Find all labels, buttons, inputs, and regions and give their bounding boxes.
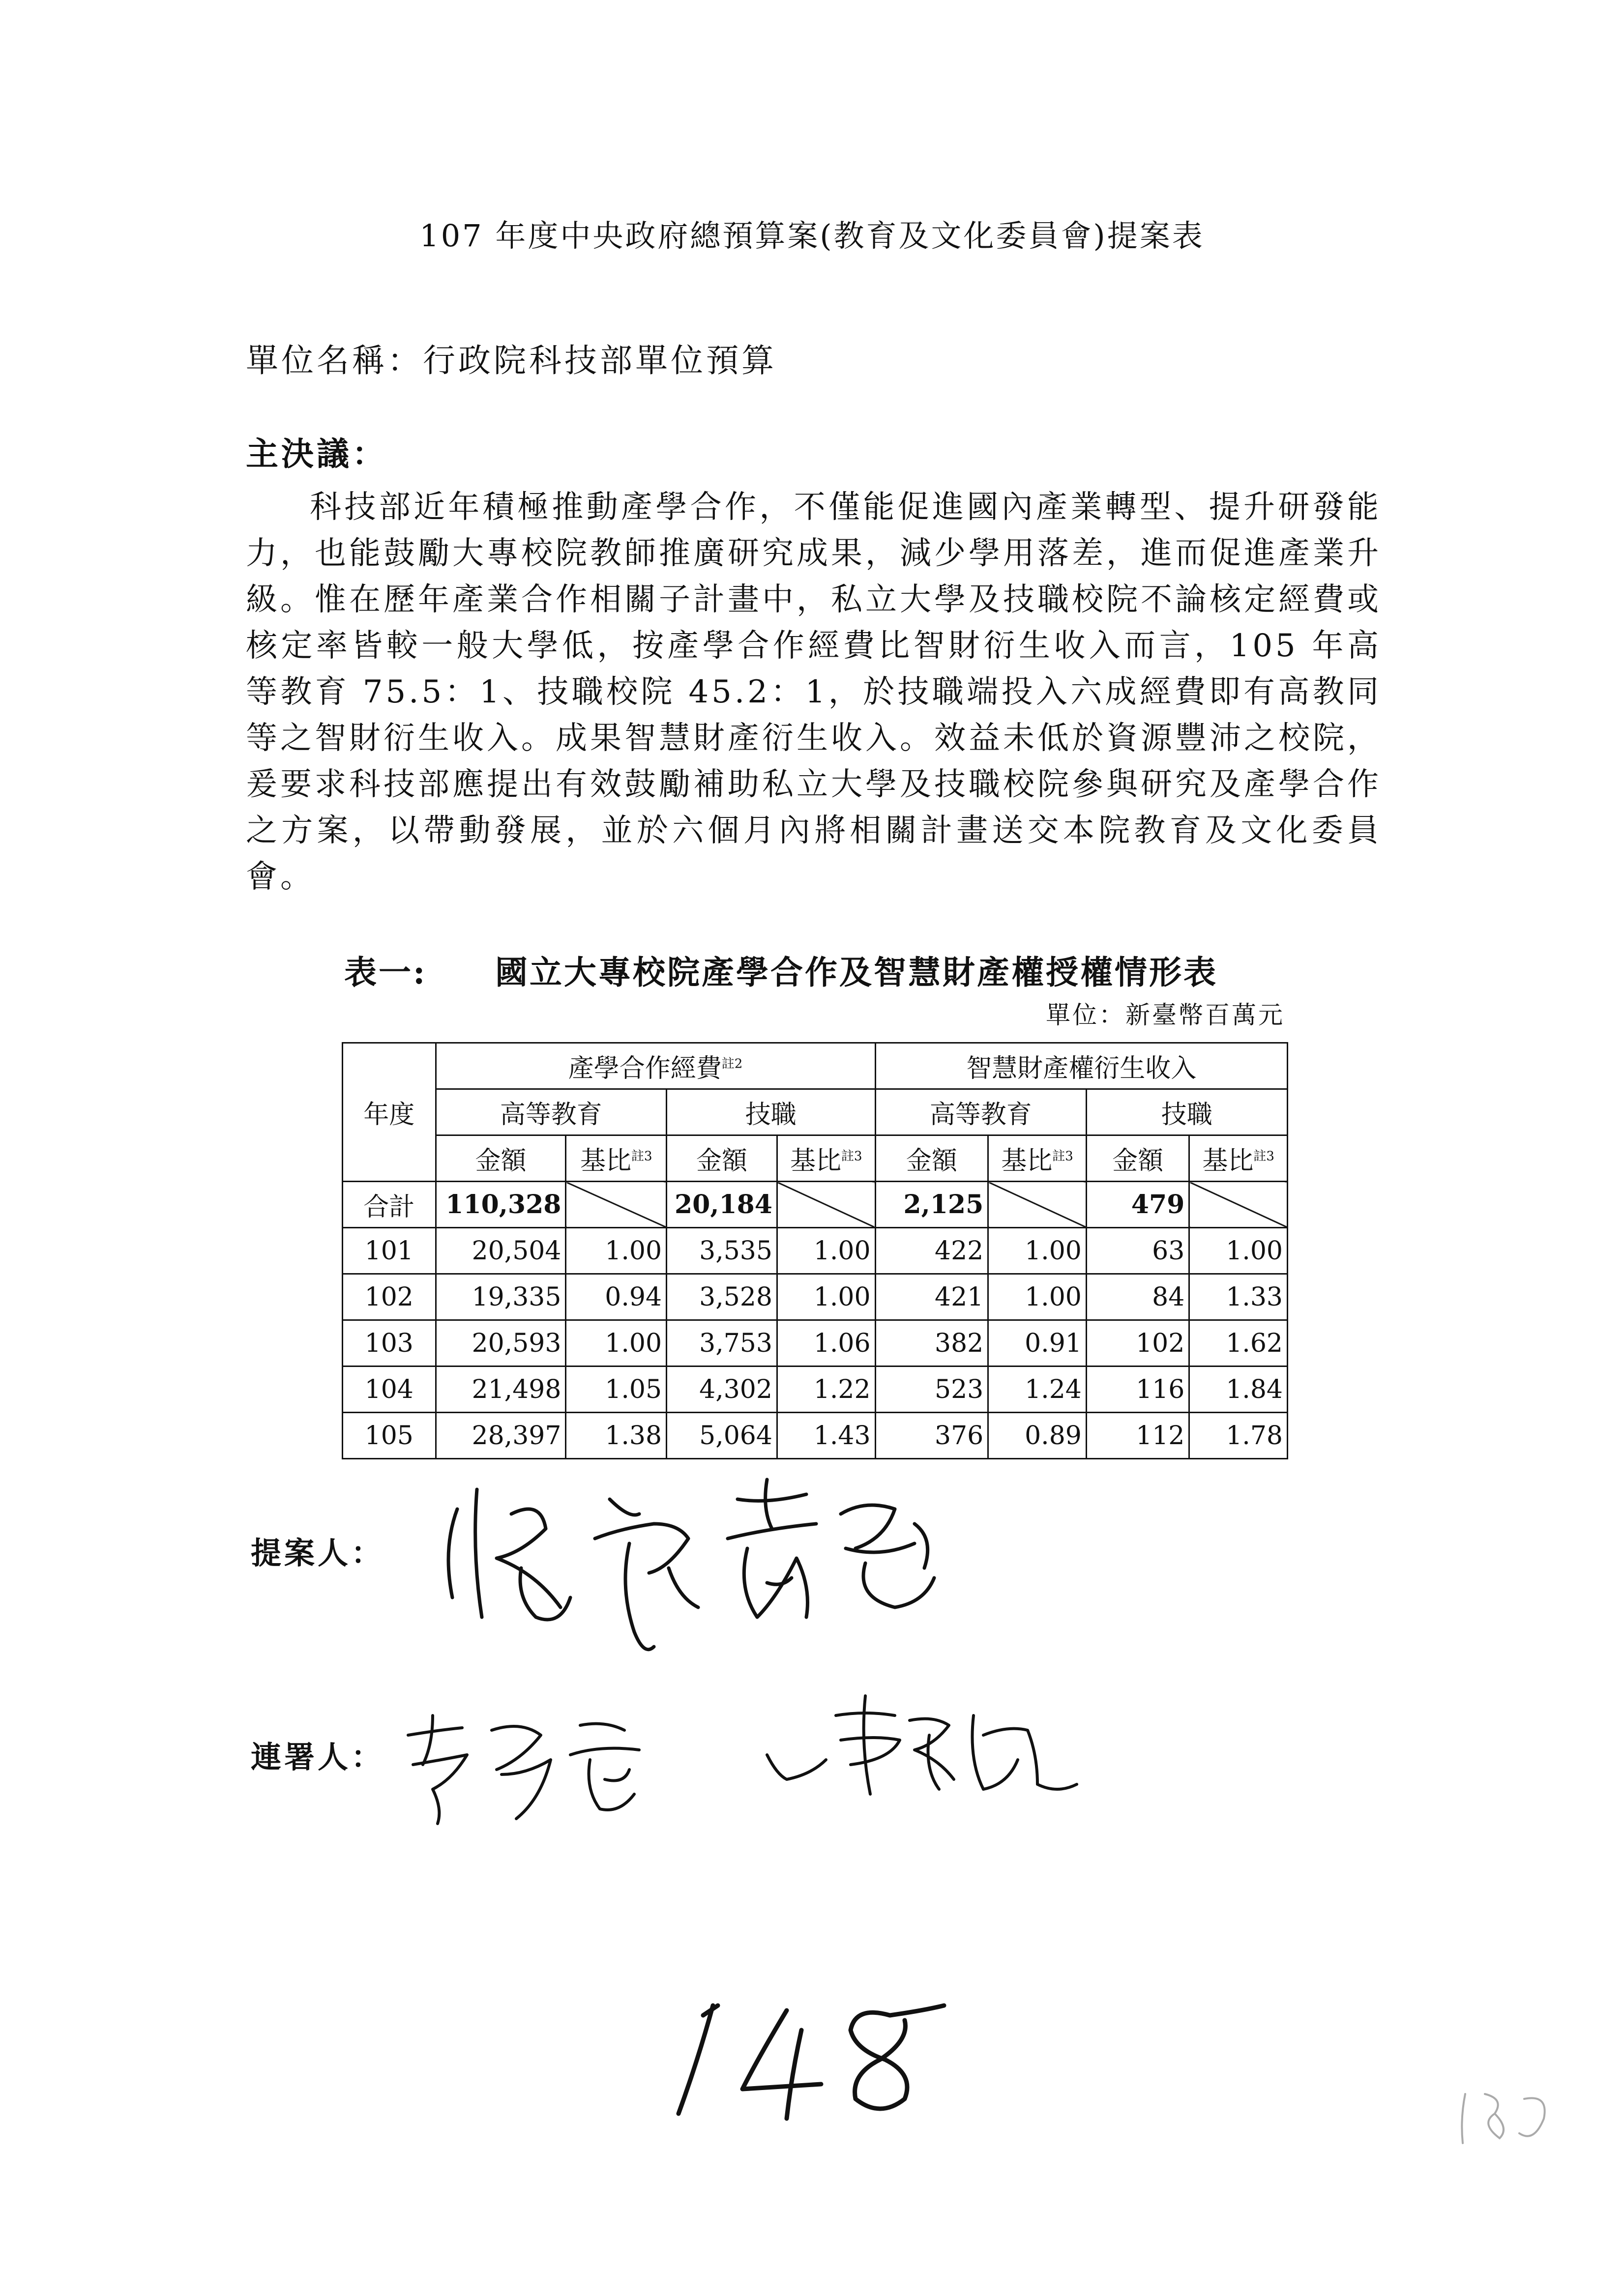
cell: 1.06	[777, 1320, 875, 1366]
header-vocational: 技職	[1086, 1089, 1287, 1135]
table-row	[343, 1274, 1288, 1320]
cell: 20,504	[436, 1228, 566, 1274]
header-ratio: 基比$^{註3}$	[988, 1135, 1087, 1182]
cell: 376	[875, 1413, 988, 1459]
header-ip-income: 智慧財產權衍生收入	[875, 1043, 1287, 1089]
header-vocational: 技職	[667, 1089, 876, 1135]
cell: 1.22	[777, 1366, 875, 1413]
cell: 0.94	[566, 1274, 667, 1320]
cell: 102	[1086, 1320, 1189, 1366]
cell: 84	[1086, 1274, 1189, 1320]
header-amount: 金額	[667, 1135, 777, 1182]
cell: 3,535	[667, 1228, 777, 1274]
unit-name: 單位名稱：行政院科技部單位預算	[246, 342, 777, 379]
header-year: 年度	[343, 1043, 436, 1182]
cell: 20,184	[667, 1182, 777, 1228]
corner-mark-handwriting	[1450, 2084, 1559, 2153]
header-amount: 金額	[1086, 1135, 1189, 1182]
cell: 20,593	[436, 1320, 566, 1366]
cell: 3,753	[667, 1320, 777, 1366]
table-caption-tag: 表一:	[344, 953, 427, 991]
cell: 116	[1086, 1366, 1189, 1413]
cell: 1.05	[566, 1366, 667, 1413]
cell: 19,335	[436, 1274, 566, 1320]
header-higher-ed: 高等教育	[436, 1089, 666, 1135]
cell: 28,397	[436, 1413, 566, 1459]
empty-diagonal-cell	[777, 1182, 875, 1228]
empty-diagonal-cell	[566, 1182, 667, 1228]
cosigner-signature-1	[393, 1701, 669, 1838]
header-higher-ed: 高等教育	[875, 1089, 1086, 1135]
header-amount: 金額	[436, 1135, 566, 1182]
cell-year: 103	[343, 1320, 436, 1366]
total-label: 合計	[343, 1182, 436, 1228]
cell: 1.38	[566, 1413, 667, 1459]
cosigner-label: 連署人：	[251, 1739, 385, 1775]
resolution-body: 科技部近年積極推動產學合作，不僅能促進國內產業轉型、提升研發能力，也能鼓勵大專校院教師推廣研究成果，減少學用落差，進而促進產業升級。惟在歷年產業合作相關子計畫中，私立大學及技職校院不論核定經費或核定率皆較一般大學低，按產學合作經費比智財衍生收入而言，105 年高等教育 75.5：1、技職校院 45.2：1，於技職端投入六成經費即有高教同等之智財衍生收入。成果智慧財產衍生收入。效益未低於資源豐沛之校院，爰要求科技部應提出有效鼓勵補助私立大學及技職校院參與研究及產學合作之方案，以帶動發展，並於六個月內將相關計畫送交本院教育及文化委員會。	[246, 489, 1382, 895]
cell: 1.00	[566, 1320, 667, 1366]
cell: 1.84	[1189, 1366, 1288, 1413]
header-amount: 金額	[875, 1135, 988, 1182]
cell: 382	[875, 1320, 988, 1366]
empty-diagonal-cell	[988, 1182, 1087, 1228]
cell: 479	[1086, 1182, 1189, 1228]
cell: 112	[1086, 1413, 1189, 1459]
cell: 63	[1086, 1228, 1189, 1274]
cell: 1.78	[1189, 1413, 1288, 1459]
table-row	[343, 1320, 1288, 1366]
cell-year: 102	[343, 1274, 436, 1320]
header-ratio: 基比$^{註3}$	[566, 1135, 667, 1182]
header-ratio: 基比$^{註3}$	[777, 1135, 875, 1182]
cell: 1.00	[777, 1274, 875, 1320]
corner-mark	[1450, 2084, 1559, 2153]
cell: 1.00	[1189, 1228, 1288, 1274]
cosigner-signature-2	[752, 1686, 1087, 1814]
cell: 422	[875, 1228, 988, 1274]
resolution-heading: 主決議：	[246, 435, 387, 473]
cell: 0.91	[988, 1320, 1087, 1366]
cell: 21,498	[436, 1366, 566, 1413]
cell-year: 105	[343, 1413, 436, 1459]
cell: 1.62	[1189, 1320, 1288, 1366]
cell: 0.89	[988, 1413, 1087, 1459]
cell-year: 101	[343, 1228, 436, 1274]
table-unit: 單位：新臺幣百萬元	[1046, 1001, 1285, 1029]
table-row	[343, 1366, 1288, 1413]
cell: 1.00	[777, 1228, 875, 1274]
table-caption-text: 國立大專校院產學合作及智慧財產權授權情形表	[495, 953, 1218, 991]
document-title: 107 年度中央政府總預算案(教育及文化委員會)提案表	[419, 218, 1205, 254]
page-number	[659, 1986, 954, 2133]
proposer-label: 提案人：	[251, 1535, 385, 1571]
cell: 421	[875, 1274, 988, 1320]
cell: 1.00	[566, 1228, 667, 1274]
total-row	[343, 1182, 1288, 1228]
data-table	[342, 1042, 1288, 1459]
cell: 5,064	[667, 1413, 777, 1459]
proposer-signature	[423, 1470, 1023, 1676]
empty-diagonal-cell	[1189, 1182, 1288, 1228]
cell: 2,125	[875, 1182, 988, 1228]
cell: 1.00	[988, 1274, 1087, 1320]
cell: 1.24	[988, 1366, 1087, 1413]
cell: 1.00	[988, 1228, 1087, 1274]
cell-year: 104	[343, 1366, 436, 1413]
cell: 3,528	[667, 1274, 777, 1320]
header-industry-funding: 產學合作經費$^{註2}$	[436, 1043, 875, 1089]
table-row	[343, 1413, 1288, 1459]
cell: 4,302	[667, 1366, 777, 1413]
header-ratio: 基比$^{註3}$	[1189, 1135, 1288, 1182]
table-caption	[344, 946, 1218, 993]
cell: 110,328	[436, 1182, 566, 1228]
cell: 523	[875, 1366, 988, 1413]
cell: 1.33	[1189, 1274, 1288, 1320]
page-number-handwriting	[659, 1986, 954, 2133]
table-row	[343, 1228, 1288, 1274]
cell: 1.43	[777, 1413, 875, 1459]
